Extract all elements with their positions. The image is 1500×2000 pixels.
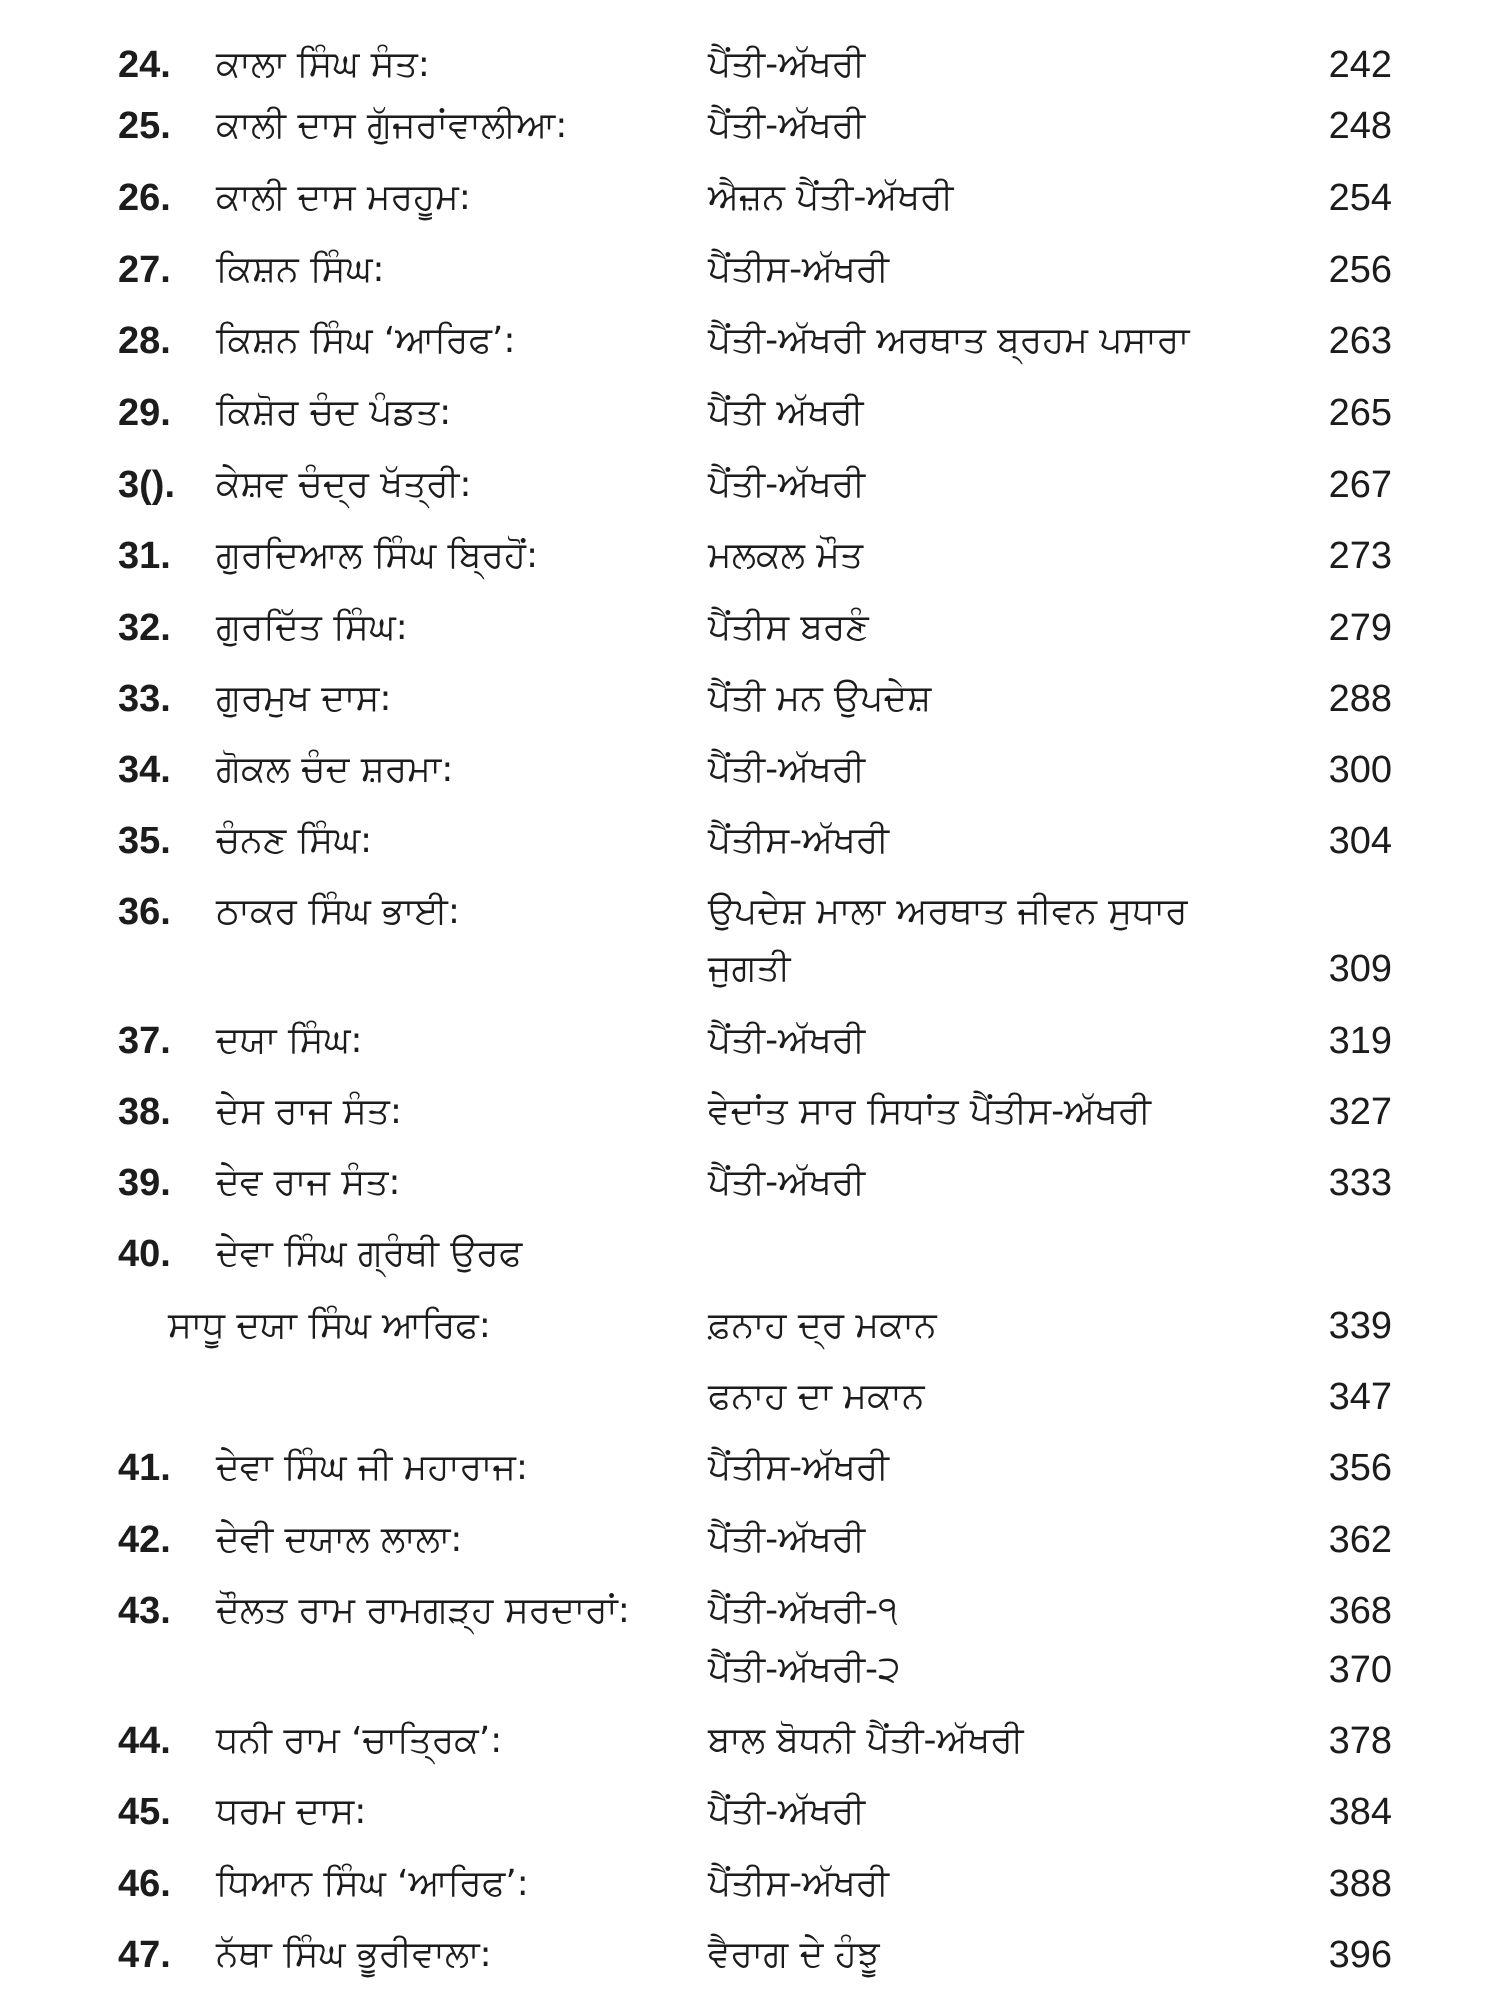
entry-author: ਦੇਵਾ ਸਿੰਘ ਜੀ ਮਹਾਰਾਜ:	[216, 1447, 529, 1488]
toc-entry	[0, 1581, 1500, 1641]
entry-page-number: 265	[1328, 392, 1392, 434]
toc-entry	[0, 1854, 1500, 1914]
entry-page-number: 347	[1328, 1376, 1392, 1418]
entry-title: ਪੈਂਤੀ-ਅੱਖਰੀ	[708, 105, 866, 146]
toc-entry	[0, 1153, 1500, 1213]
entry-page-number: 288	[1328, 678, 1392, 720]
entry-author: ਦੇਵਾ ਸਿੰਘ ਗ੍ਰੰਥੀ ਉਰਫ	[216, 1233, 523, 1274]
entry-author: ਕਾਲੀ ਦਾਸ ਗੁੱਜਰਾਂਵਾਲੀਆ:	[216, 105, 568, 146]
entry-author: ਦੇਵ ਰਾਜ ਸੰਤ:	[216, 1162, 401, 1203]
entry-author: ਠਾਕਰ ਸਿੰਘ ਭਾਈ:	[216, 891, 460, 932]
entry-author: ਕਿਸ਼ੋਰ ਚੰਦ ਪੰਡਤ:	[216, 392, 452, 433]
toc-entry	[0, 1224, 1500, 1284]
entry-number: 32.	[118, 607, 171, 649]
entry-page-number: 273	[1328, 535, 1392, 577]
entry-number: 25.	[118, 105, 171, 147]
entry-title: ਪੈਂਤੀ-ਅੱਖਰੀ-੨	[708, 1649, 901, 1690]
entry-number: 31.	[118, 535, 171, 577]
entry-author: ਕਿਸ਼ਨ ਸਿੰਘ ‘ਆਰਿਫ’:	[216, 320, 516, 361]
toc-entry	[0, 455, 1500, 515]
entry-author: ਸਾਧੂ ਦਯਾ ਸਿੰਘ ਆਰਿਫ:	[168, 1305, 491, 1346]
toc-entry	[0, 35, 1500, 95]
entry-title: ਪੈਂਤੀਸ ਬਰਣੰ	[708, 607, 869, 648]
entry-number: 36.	[118, 891, 171, 933]
entry-page-number: 256	[1328, 249, 1392, 291]
entry-page-number: 267	[1328, 464, 1392, 506]
entry-page-number: 327	[1328, 1091, 1392, 1133]
entry-page-number: 368	[1328, 1590, 1392, 1632]
entry-title: ਪੈਂਤੀ ਅੱਖਰੀ	[708, 392, 864, 433]
entry-title: ਮਲਕਲ ਮੌਤ	[708, 535, 864, 576]
entry-author: ਗੁਰਦਿਆਲ ਸਿੰਘ ਬ੍ਰਿਹੋਂ:	[216, 535, 539, 576]
entry-title: ਪੈਂਤੀ-ਅੱਖਰੀ	[708, 464, 866, 505]
entry-number: 43.	[118, 1590, 171, 1632]
entry-author: ਦਯਾ ਸਿੰਘ:	[216, 1020, 363, 1061]
entry-number: 37.	[118, 1020, 171, 1062]
entry-author: ਗੁਰਮੁਖ ਦਾਸ:	[216, 678, 392, 719]
entry-title: ਪੈਂਤੀਸ-ਅੱਖਰੀ	[708, 820, 890, 861]
entry-title: ਪੈਂਤੀ-ਅੱਖਰੀ	[708, 1791, 866, 1832]
toc-entry	[0, 526, 1500, 586]
entry-author: ਕੇਸ਼ਵ ਚੰਦ੍ਰ ਖੱਤ੍ਰੀ:	[216, 464, 472, 505]
toc-entry	[0, 1925, 1500, 1985]
entry-page-number: 319	[1328, 1020, 1392, 1062]
entry-number: 45.	[118, 1791, 171, 1833]
toc-entry	[0, 168, 1500, 228]
entry-page-number: 254	[1328, 177, 1392, 219]
entry-title: ਬਾਲ ਬੋਧਨੀ ਪੈਂਤੀ-ਅੱਖਰੀ	[708, 1720, 1024, 1761]
entry-title: ਪੈਂਤੀਸ-ਅੱਖਰੀ	[708, 1447, 890, 1488]
entry-author: ਧਨੀ ਰਾਮ ‘ਚਾਤ੍ਰਿਕ’:	[216, 1720, 503, 1761]
entry-number: 26.	[118, 177, 171, 219]
entry-number: 28.	[118, 320, 171, 362]
toc-entry	[0, 311, 1500, 371]
entry-author: ਗੁਰਦਿੱਤ ਸਿੰਘ:	[216, 607, 408, 648]
entry-title: ਪੈਂਤੀ-ਅੱਖਰੀ	[708, 1162, 866, 1203]
entry-title: ਪੈਂਤੀ-ਅੱਖਰੀ	[708, 44, 866, 85]
toc-entry	[0, 1438, 1500, 1498]
toc-entry	[0, 669, 1500, 729]
entry-number: 39.	[118, 1162, 171, 1204]
entry-title: ਫਨਾਹ ਦਾ ਮਕਾਨ	[708, 1376, 925, 1417]
entry-page-number: 333	[1328, 1162, 1392, 1204]
entry-page-number: 300	[1328, 749, 1392, 791]
entry-title: ਪੈਂਤੀ ਮਨ ਉਪਦੇਸ਼	[708, 678, 932, 719]
toc-entry	[0, 1782, 1500, 1842]
entry-title: ਵੈਰਾਗ ਦੇ ਹੰਝੂ	[708, 1934, 880, 1975]
toc-entry	[0, 96, 1500, 156]
entry-title: ਪੈਂਤੀ-ਅੱਖਰੀ	[708, 1020, 866, 1061]
entry-page-number: 362	[1328, 1519, 1392, 1561]
toc-entry	[0, 811, 1500, 871]
entry-page-number: 370	[1328, 1649, 1392, 1691]
entry-author: ਨੱਥਾ ਸਿੰਘ ਭੂਰੀਵਾਲਾ:	[216, 1934, 492, 1975]
entry-page-number: 356	[1328, 1447, 1392, 1489]
entry-number: 41.	[118, 1447, 171, 1489]
entry-author: ਕਿਸ਼ਨ ਸਿੰਘ:	[216, 249, 385, 290]
toc-entry	[0, 1082, 1500, 1142]
entry-number: 40.	[118, 1233, 171, 1275]
entry-title: ਵੇਦਾਂਤ ਸਾਰ ਸਿਧਾਂਤ ਪੈਂਤੀਸ-ਅੱਖਰੀ	[708, 1091, 1151, 1132]
entry-title: ਜੁਗਤੀ	[708, 948, 791, 989]
entry-number: 42.	[118, 1519, 171, 1561]
toc-entry	[0, 1011, 1500, 1071]
entry-page-number: 396	[1328, 1934, 1392, 1976]
entry-author: ਦੇਵੀ ਦਯਾਲ ਲਾਲਾ:	[216, 1519, 463, 1560]
entry-number: 44.	[118, 1720, 171, 1762]
toc-entry-continuation	[0, 1367, 1500, 1427]
entry-author: ਦੌਲਤ ਰਾਮ ਰਾਮਗੜ੍ਹ ਸਰਦਾਰਾਂ:	[216, 1590, 630, 1631]
entry-title: ਪੈਂਤੀ-ਅੱਖਰੀ	[708, 1519, 866, 1560]
entry-title: ਪੈਂਤੀਸ-ਅੱਖਰੀ	[708, 249, 890, 290]
entry-title: ਪੈਂਤੀ-ਅੱਖਰੀ-੧	[708, 1590, 898, 1631]
entry-author: ਧਰਮ ਦਾਸ:	[216, 1791, 367, 1832]
toc-entry	[0, 882, 1500, 942]
entry-number: 24.	[118, 44, 171, 86]
entry-page-number: 242	[1328, 44, 1392, 86]
toc-entry	[0, 1510, 1500, 1570]
entry-page-number: 279	[1328, 607, 1392, 649]
entry-number: 35.	[118, 820, 171, 862]
entry-page-number: 388	[1328, 1863, 1392, 1905]
entry-title: ਪੈਂਤੀਸ-ਅੱਖਰੀ	[708, 1863, 890, 1904]
entry-number: 3().	[118, 464, 175, 506]
entry-number: 33.	[118, 678, 171, 720]
toc-entry-continuation	[0, 939, 1500, 999]
entry-page-number: 339	[1328, 1305, 1392, 1347]
entry-title: ਫ਼ਨਾਹ ਦ੍ਰ ਮਕਾਨ	[708, 1305, 937, 1346]
entry-page-number: 263	[1328, 320, 1392, 362]
entry-number: 27.	[118, 249, 171, 291]
entry-number: 46.	[118, 1863, 171, 1905]
entry-page-number: 378	[1328, 1720, 1392, 1762]
entry-title: ਪੈਂਤੀ-ਅੱਖਰੀ ਅਰਥਾਤ ਬ੍ਰਹਮ ਪਸਾਰਾ	[708, 320, 1190, 361]
entry-page-number: 304	[1328, 820, 1392, 862]
toc-entry	[0, 1711, 1500, 1771]
toc-entry	[0, 383, 1500, 443]
entry-page-number: 384	[1328, 1791, 1392, 1833]
entry-author: ਦੇਸ ਰਾਜ ਸੰਤ:	[216, 1091, 402, 1132]
entry-number: 34.	[118, 749, 171, 791]
entry-author: ਕਾਲੀ ਦਾਸ ਮਰਹੂਮ:	[216, 177, 471, 218]
entry-author: ਚੰਨਣ ਸਿੰਘ:	[216, 820, 373, 861]
entry-author: ਕਾਲਾ ਸਿੰਘ ਸੰਤ:	[216, 44, 430, 85]
entry-author: ਗੋਕਲ ਚੰਦ ਸ਼ਰਮਾ:	[216, 749, 454, 790]
entry-number: 47.	[118, 1934, 171, 1976]
entry-title: ਪੈਂਤੀ-ਅੱਖਰੀ	[708, 749, 866, 790]
toc-entry	[0, 598, 1500, 658]
toc-entry	[0, 740, 1500, 800]
entry-author: ਧਿਆਨ ਸਿੰਘ ‘ਆਰਿਫ’:	[216, 1863, 529, 1904]
entry-number: 38.	[118, 1091, 171, 1133]
entry-title: ਐਜ਼ਨ ਪੈਂਤੀ-ਅੱਖਰੀ	[708, 177, 954, 218]
entry-number: 29.	[118, 392, 171, 434]
toc-entry-continuation	[0, 1296, 1500, 1356]
entry-page-number: 309	[1328, 948, 1392, 990]
toc-entry-continuation	[0, 1640, 1500, 1700]
toc-entry	[0, 240, 1500, 300]
entry-title: ਉਪਦੇਸ਼ ਮਾਲਾ ਅਰਥਾਤ ਜੀਵਨ ਸੁਧਾਰ	[708, 891, 1188, 932]
entry-page-number: 248	[1328, 105, 1392, 147]
